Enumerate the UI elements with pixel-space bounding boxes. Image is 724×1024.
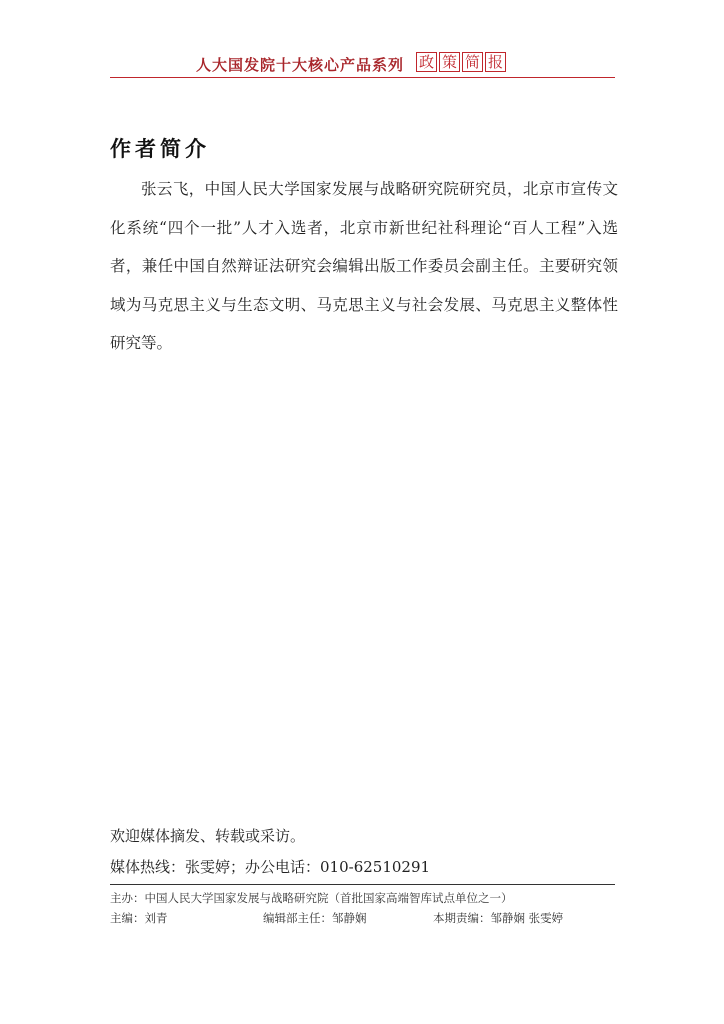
- brand-char-2: 策: [439, 52, 460, 72]
- media-hotline: 媒体热线：张雯婷；办公电话：010-62510291: [110, 858, 431, 876]
- media-welcome: 欢迎媒体摘发、转载或采访。: [110, 827, 306, 845]
- dept-director: 编辑部主任：邹静娴: [263, 911, 367, 925]
- header-divider: [110, 77, 615, 78]
- author-bio: 张云飞，中国人民大学国家发展与战略研究院研究员，北京市宣传文化系统“四个一批”人才入选者，北京市新世纪社科理论“百人工程”入选者，兼任中国自然辩证法研究会编辑出版工作委员会副主任。主要研究领域为马克思主义与生态文明、马克思主义与社会发展、马克思主义整体性研究等。: [110, 180, 618, 353]
- footer-divider: [110, 884, 615, 885]
- sponsor-line: 主办：中国人民大学国家发展与战略研究院（首批国家高端智库试点单位之一）: [110, 891, 513, 905]
- brand-logo: [416, 52, 506, 72]
- page-header: [110, 50, 615, 78]
- section-title: 作者简介: [110, 137, 210, 161]
- brand-char-3: 简: [462, 52, 483, 72]
- chief-editor: 主编：刘青: [110, 911, 168, 925]
- brand-char-1: 政: [416, 52, 437, 72]
- series-title: 人大国发院十大核心产品系列: [196, 56, 405, 74]
- issue-editors: 本期责编：邹静娴 张雯婷: [433, 911, 564, 925]
- brand-char-4: 报: [485, 52, 506, 72]
